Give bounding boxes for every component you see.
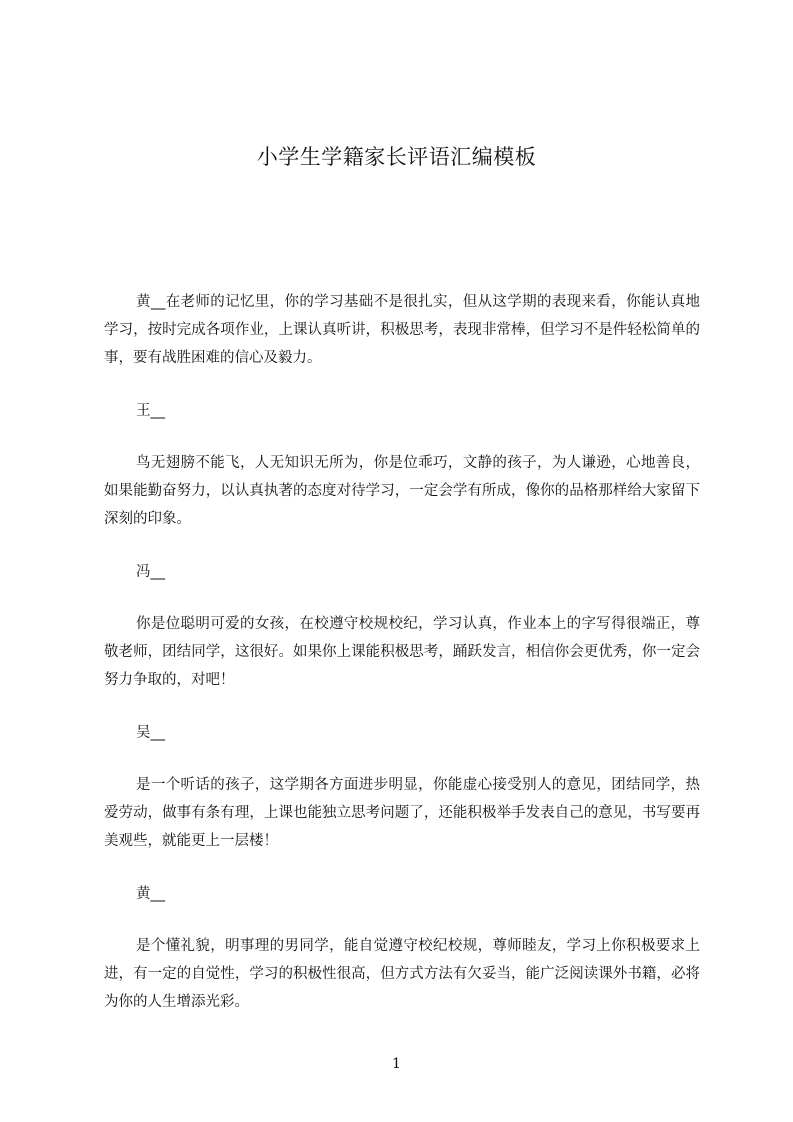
spacer <box>104 694 700 719</box>
comment-paragraph: 黄__在老师的记忆里，你的学习基础不是很扎实，但从这学期的表现来看，你能认真地学习，按时完成各项作业，上课认真听讲，积极思考，表现非常棒，但学习不是件轻松简单的事，要有战胜困难的信心及毅力。 <box>104 294 700 366</box>
spacer <box>104 425 700 449</box>
comment-paragraph: 你是位聪明可爱的女孩，在校遵守校规校纪，学习认真，作业本上的字写得很端正，尊敬老师，团结同学，这很好。如果你上课能积极思考，踊跃发言，相信你会更优秀，你一定会努力争取的，对吧！ <box>104 616 700 688</box>
student-name: 吴__ <box>136 725 165 741</box>
student-name: 冯__ <box>136 564 165 580</box>
spacer <box>104 372 700 397</box>
page-number: 1 <box>392 1056 401 1072</box>
spacer <box>104 747 700 771</box>
comment-paragraph: 鸟无翅膀不能飞，人无知识无所为，你是位乖巧，文静的孩子，为人谦逊，心地善良，如果能勤奋努力，以认真执著的态度对待学习，一定会学有所成，像你的品格那样给大家留下深刻的印象。 <box>104 455 700 527</box>
spacer <box>104 908 700 932</box>
spacer <box>104 533 700 558</box>
spacer <box>104 586 700 610</box>
comment-paragraph: 是个懂礼貌，明事理的男同学，能自觉遵守校纪校规，尊师睦友，学习上你积极要求上进，有一定的自觉性，学习的积极性很高，但方式方法有欠妥当，能广泛阅读课外书籍，必将为你的人生增添光彩。 <box>104 938 700 1010</box>
document-body <box>104 288 700 1016</box>
student-name: 王__ <box>136 403 165 419</box>
comment-paragraph: 是一个听话的孩子，这学期各方面进步明显，你能虚心接受别人的意见，团结同学，热爱劳动，做事有条有理，上课也能独立思考问题了，还能积极举手发表自己的意见，书写要再美观些，就能更上一层楼！ <box>104 777 700 849</box>
document-title: 小学生学籍家长评语汇编模板 <box>256 145 537 169</box>
student-name: 黄__ <box>136 886 165 902</box>
spacer <box>104 855 700 880</box>
